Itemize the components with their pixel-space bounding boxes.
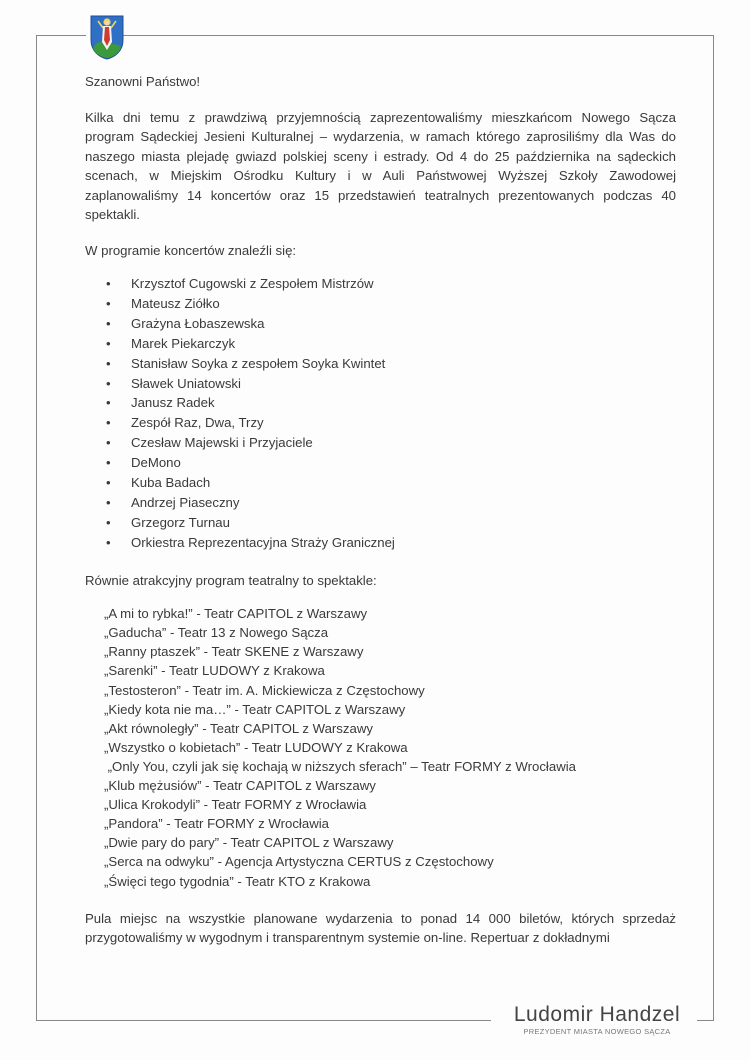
list-item: • Janusz Radek — [85, 393, 676, 413]
list-item: • Krzysztof Cugowski z Zespołem Mistrzów — [85, 274, 676, 294]
list-item: „Klub mężusiów” - Teatr CAPITOL z Warszawy — [104, 778, 376, 794]
list-item: • Zespół Raz, Dwa, Trzy — [85, 413, 676, 433]
list-item: • Mateusz Ziółko — [85, 294, 676, 314]
list-item: • DeMono — [85, 453, 676, 473]
bullet-icon: • — [106, 335, 111, 351]
intro-paragraph: Kilka dni temu z prawdziwą przyjemnością zaprezentowaliśmy mieszkańcom Nowego Sącza program Sądeckiej Jesieni Kulturalnej – wydarzenia, w ramach którego zaprosiliśmy dla Was do naszego miasta plejadę gwiazd polskiej sceny i estrady. Od 4 do 25 października na sądeckich scenach, w Miejskim Ośrodku Kultury i w Auli Państwowej Wyższej Szkoły Zawodowej zaplanowaliśmy 14 koncertów oraz 15 przedstawień teatralnych prezentowanych podczas 40 spektakli. — [85, 109, 676, 222]
list-item: „Kiedy kota nie ma…” - Teatr CAPITOL z Warszawy — [104, 701, 406, 717]
letter-body — [85, 72, 676, 964]
list-item: • Kuba Badach — [85, 473, 676, 493]
concerts-heading: W programie koncertów znaleźli się: — [85, 242, 297, 258]
closing-paragraph: Pula miejsc na wszystkie planowane wydarzenia to ponad 14 000 biletów, których sprzedaż przygotowaliśmy w wygodnym i transparentnym systemie on-line. Repertuar z dokładnymi — [85, 910, 676, 946]
bullet-icon: • — [106, 355, 111, 371]
list-item: • Andrzej Piaseczny — [85, 493, 676, 513]
frame-border-top-right — [98, 35, 714, 36]
bullet-icon: • — [106, 494, 111, 510]
list-item: „Święci tego tygodnia” - Teatr KTO z Krakowa — [104, 873, 371, 889]
signature-name: Ludomir Handzel — [513, 1003, 681, 1026]
list-item: „Ulica Krokodyli” - Teatr FORMY z Wrocławia — [104, 797, 367, 813]
frame-border-bottom-right — [697, 1020, 714, 1021]
bullet-icon: • — [106, 475, 111, 491]
coat-of-arms-icon — [90, 14, 124, 60]
list-item: „A mi to rybka!” - Teatr CAPITOL z Warszawy — [104, 606, 368, 622]
list-item: „Ranny ptaszek” - Teatr SKENE z Warszawy — [104, 644, 364, 660]
list-item: „Only You, czyli jak się kochają w niższych sferach” – Teatr FORMY z Wrocławia — [104, 758, 576, 774]
bullet-icon: • — [106, 415, 111, 431]
frame-border-left — [36, 35, 37, 1020]
list-item: „Pandora” - Teatr FORMY z Wrocławia — [104, 816, 329, 832]
plays-heading: Równie atrakcyjny program teatralny to spektakle: — [85, 572, 377, 588]
list-item: • Czesław Majewski i Przyjaciele — [85, 433, 676, 453]
list-item: „Gaducha” - Teatr 13 z Nowego Sącza — [104, 625, 329, 641]
list-item: „Wszystko o kobietach” - Teatr LUDOWY z Krakowa — [104, 739, 408, 755]
greeting: Szanowni Państwo! — [85, 74, 201, 89]
concerts-list — [85, 274, 676, 553]
frame-border-right — [713, 35, 714, 1020]
bullet-icon: • — [106, 435, 111, 451]
signature-block — [497, 1003, 697, 1037]
bullet-icon: • — [106, 534, 111, 550]
list-item: „Sarenki” - Teatr LUDOWY z Krakowa — [104, 663, 325, 679]
list-item: • Grzegorz Turnau — [85, 513, 676, 533]
list-item: • Grażyna Łobaszewska — [85, 314, 676, 334]
bullet-icon: • — [106, 514, 111, 530]
bullet-icon: • — [106, 455, 111, 471]
signature-title: PREZYDENT MIASTA NOWEGO SĄCZA — [523, 1027, 671, 1036]
list-item: • Stanisław Soyka z zespołem Soyka Kwintet — [85, 354, 676, 374]
list-item: • Marek Piekarczyk — [85, 334, 676, 354]
list-item: „Akt równoległy” - Teatr CAPITOL z Warszawy — [104, 720, 373, 736]
frame-border-top-left — [36, 35, 86, 36]
plays-list — [85, 604, 676, 890]
list-item: • Orkiestra Reprezentacyjna Straży Granicznej — [85, 533, 676, 553]
list-item: „Dwie pary do pary” - Teatr CAPITOL z Warszawy — [104, 835, 394, 851]
bullet-icon: • — [106, 395, 111, 411]
bullet-icon: • — [106, 295, 111, 311]
bullet-icon: • — [106, 315, 111, 331]
bullet-icon: • — [106, 276, 111, 291]
list-item: „Testosteron” - Teatr im. A. Mickiewicza z Częstochowy — [104, 682, 425, 698]
bullet-icon: • — [106, 375, 111, 391]
list-item: • Sławek Uniatowski — [85, 374, 676, 394]
list-item: „Serca na odwyku” - Agencja Artystyczna CERTUS z Częstochowy — [104, 854, 494, 870]
frame-border-bottom-left — [36, 1020, 491, 1021]
